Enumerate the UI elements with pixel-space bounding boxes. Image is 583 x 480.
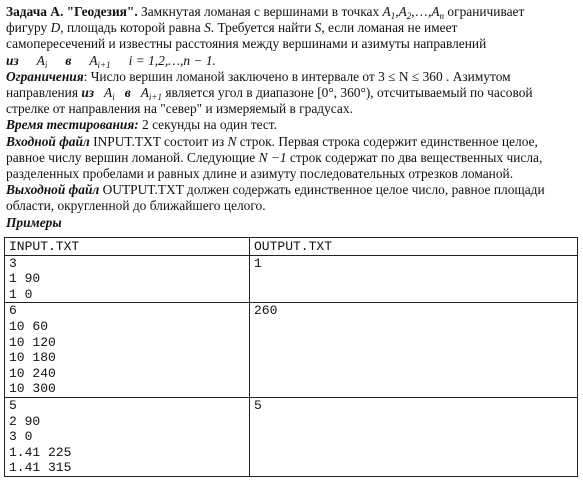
task-text: Замкнутая ломаная с вершинами в точках <box>137 4 383 19</box>
from-word: из <box>6 52 19 68</box>
examples-table <box>4 237 578 477</box>
output-line: 260 <box>254 303 278 319</box>
example-output-cell <box>250 255 578 303</box>
input-line: 1 90 <box>9 271 41 287</box>
math-sub: 2 <box>406 11 412 21</box>
math-A: A <box>398 4 407 19</box>
constraints-text: , отсчитываемый по часовой <box>370 85 533 101</box>
input-file-text: INPUT.TXT состоит из <box>89 133 228 149</box>
task-text: . Требуется найти <box>210 20 315 36</box>
math-A: A <box>431 4 440 19</box>
examples-header-row <box>5 238 578 256</box>
to-word: в <box>124 85 131 101</box>
math-sep: ,…, <box>411 4 432 19</box>
from-word: из <box>81 85 95 101</box>
output-column-header: OUTPUT.TXT <box>250 238 578 256</box>
task-text: ограничивает <box>444 4 525 19</box>
math-A: A <box>140 85 149 101</box>
input-file-text: равное числу вершин ломаной. Следующие <box>6 149 259 165</box>
example-input-cell <box>5 397 250 476</box>
example-output-cell <box>250 397 578 476</box>
math-N: N <box>227 133 237 149</box>
math-A: A <box>104 85 113 101</box>
input-file-text: строк. Первая строка содержит единственное целое, <box>236 133 538 149</box>
math-S: S <box>314 20 322 36</box>
math-A: A <box>36 52 45 68</box>
input-line: 3 <box>9 255 17 271</box>
to-word: в <box>65 52 72 68</box>
task-heading: Задача А. "Геодезия". <box>6 4 138 19</box>
constraints-paragraph <box>6 69 578 118</box>
math-D: D <box>50 20 61 36</box>
example-row <box>5 397 578 476</box>
math-sub: i <box>112 92 115 103</box>
input-line: 1.41 315 <box>9 460 72 476</box>
task-text: , если ломаная не имеет <box>321 20 458 36</box>
output-file-text: OUTPUT.TXT должен содержать единственное целое число, равное площади <box>99 182 545 198</box>
math-S: S <box>204 20 211 36</box>
math-sub: i+1 <box>97 59 111 70</box>
constraints-text: стрелке от направления на "север" и измеряемый в градусах. <box>6 101 353 117</box>
timing-paragraph <box>6 117 578 133</box>
input-file-paragraph <box>6 134 578 183</box>
output-file-paragraph <box>6 182 578 214</box>
example-output-cell <box>250 303 578 398</box>
input-line: 6 <box>9 303 17 319</box>
input-line: 10 120 <box>9 334 56 350</box>
math-sub: n <box>439 11 445 21</box>
input-file-text: разделенных пробелами и равных длине и азимуту последовательных отрезков ломаной. <box>6 166 514 182</box>
timing-value: 2 секунды на один тест. <box>138 117 277 133</box>
input-column-header: INPUT.TXT <box>5 238 250 256</box>
constraints-text: является угол в диапазоне <box>161 85 318 101</box>
output-file-text: области, округленной до ближайшего целого. <box>6 198 266 214</box>
constraints-text: : Число вершин ломаной заключено в интервале от 3 ≤ N ≤ 360 . Азимутом <box>83 68 511 84</box>
example-input-cell <box>5 255 250 303</box>
math-A: A <box>382 4 391 19</box>
input-line: 5 <box>9 397 17 413</box>
input-line: 1 0 <box>9 286 33 302</box>
examples-heading-paragraph <box>6 215 578 231</box>
input-line: 2 90 <box>9 413 41 429</box>
examples-label: Примеры <box>6 214 62 230</box>
task-text: , площадь которой равна <box>60 20 205 36</box>
input-line: 1.41 225 <box>9 444 72 460</box>
input-line: 3 0 <box>9 429 33 445</box>
input-line: 10 240 <box>9 365 56 381</box>
input-line: 10 300 <box>9 381 56 397</box>
azimuth-range: [0°, 360°) <box>317 85 371 101</box>
index-range: i = 1,2,…,n − 1. <box>128 52 216 68</box>
constraints-label: Ограничения <box>6 68 84 84</box>
output-file-label: Выходной файл <box>6 182 100 198</box>
timing-label: Время тестирования: <box>6 117 139 133</box>
constraints-text: направления <box>6 85 82 101</box>
input-file-text: строк содержат по два вещественных числа, <box>286 149 543 165</box>
task-text: фигуру <box>6 20 51 36</box>
example-row <box>5 255 578 303</box>
output-line: 1 <box>254 255 262 271</box>
input-file-label: Входной файл <box>6 133 90 149</box>
problem-statement <box>6 4 578 231</box>
example-input-cell <box>5 303 250 398</box>
math-sub: i+1 <box>148 92 162 103</box>
input-line: 10 180 <box>9 350 56 366</box>
math-sub: i <box>44 59 48 70</box>
math-sub: 1 <box>390 11 396 21</box>
example-row <box>5 303 578 398</box>
output-line: 5 <box>254 397 262 413</box>
input-line: 10 60 <box>9 318 49 334</box>
math-n-minus-1: N −1 <box>258 149 287 165</box>
task-paragraph: Задача А. "Геодезия". Замкнутая ломаная с вершинами в точках $A_1,A_2,\dots,A_n$ ограничивает фигуру D, площадь которой равна S. Требуется найти S, если ломаная не имеет самопересечений и известны расстояния между вершинами и азимуты направлений из $A_i$ в $A_{i+1}$ i = 1,2,…,n − 1. <box>6 4 525 70</box>
task-text: самопересечений и известны расстояния между вершинами и азимуты направлений <box>6 36 487 52</box>
math-A: A <box>89 52 98 68</box>
